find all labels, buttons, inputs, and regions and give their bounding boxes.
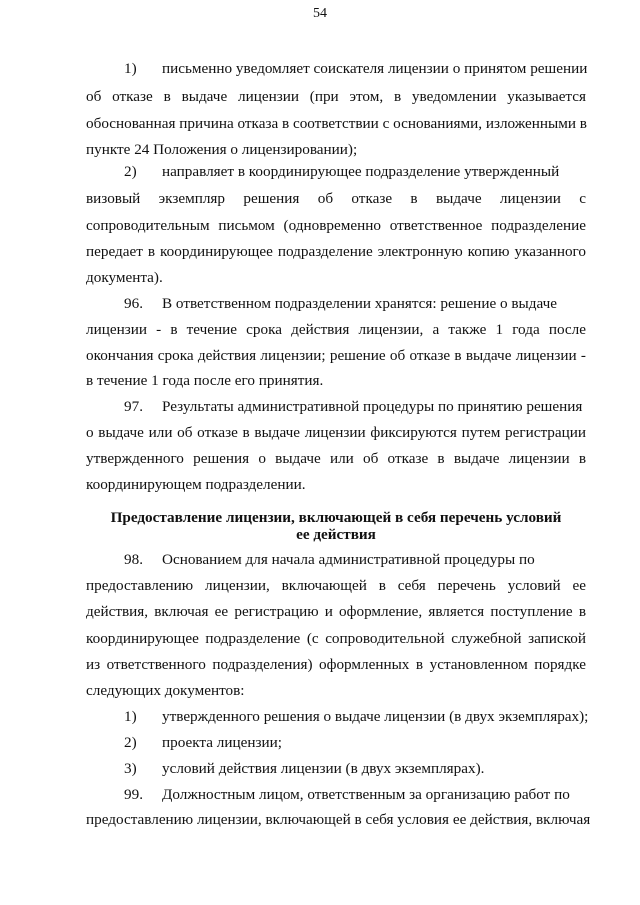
line-text: Основанием для начала административной процедуры по (162, 551, 535, 568)
section-heading: Предоставление лицензии, включающей в себя перечень условий (110, 509, 562, 526)
item-number: 99. (124, 786, 143, 803)
text-line: координирующем подразделении. (86, 476, 306, 493)
text-line: следующих документов: (86, 682, 245, 699)
text-line: окончания срока действия лицензии; решение об отказе в выдаче лицензии - (86, 347, 586, 364)
text-line: действия, включая ее регистрацию и оформление, является поступление в (86, 603, 586, 620)
text-line: предоставлению лицензии, включающей в себя условия ее действия, включая (86, 811, 591, 828)
line-text: В ответственном подразделении хранятся: решение о выдаче (162, 295, 557, 312)
list-item-line (124, 60, 586, 78)
list-item-line (124, 163, 586, 181)
text-line: в течение 1 года после его принятия. (86, 372, 324, 389)
item-number: 97. (124, 398, 143, 415)
section-heading: ее действия (296, 526, 376, 543)
paragraph-first-line (124, 295, 586, 313)
paragraph-first-line (124, 786, 586, 804)
line-text: Результаты административной процедуры по принятию решения (162, 398, 583, 415)
list-item-line (124, 708, 589, 726)
text-line: обоснованная причина отказа в соответствии с основаниями, изложенными в (86, 115, 587, 132)
text-line: визовый экземпляр решения об отказе в выдаче лицензии с (86, 190, 586, 207)
text-line: координирующее подразделение (с сопроводительной служебной запиской (86, 630, 586, 647)
item-number: 96. (124, 295, 143, 312)
text-line: сопроводительным письмом (одновременно ответственное подразделение (86, 217, 586, 234)
list-item-line (124, 734, 586, 752)
line-text: письменно уведомляет соискателя лицензии о принятом решении (162, 60, 588, 77)
line-text: направляет в координирующее подразделение утвержденный (162, 163, 560, 180)
list-item-line (124, 760, 586, 778)
text-line: передает в координирующее подразделение электронную копию указанного (86, 243, 586, 260)
text-line: из ответственного подразделения) оформленных в установленном порядке (86, 656, 586, 673)
text-line: о выдаче или об отказе в выдаче лицензии фиксируются путем регистрации (86, 424, 586, 441)
text-line: пункте 24 Положения о лицензировании); (86, 141, 358, 158)
item-number: 98. (124, 551, 143, 568)
item-number: 3) (124, 760, 137, 777)
line-text: Должностным лицом, ответственным за организацию работ по (162, 786, 570, 803)
paragraph-first-line (124, 398, 586, 416)
line-text: проекта лицензии; (162, 734, 282, 751)
paragraph-first-line (124, 551, 586, 569)
item-number: 2) (124, 163, 137, 180)
text-line: утвержденного решения о выдаче или об отказе в выдаче лицензии в (86, 450, 586, 467)
line-text: утвержденного решения о выдаче лицензии (в двух экземплярах); (162, 708, 589, 725)
text-line: об отказе в выдаче лицензии (при этом, в уведомлении указывается (86, 88, 586, 105)
line-text: условий действия лицензии (в двух экземплярах). (162, 760, 485, 777)
text-line: документа). (86, 269, 163, 286)
item-number: 2) (124, 734, 137, 751)
text-line: лицензии - в течение срока действия лицензии, а также 1 года после (86, 321, 586, 338)
text-line: предоставлению лицензии, включающей в себя перечень условий ее (86, 577, 586, 594)
page-number: 54 (313, 6, 327, 21)
item-number: 1) (124, 708, 137, 725)
item-number: 1) (124, 60, 137, 77)
